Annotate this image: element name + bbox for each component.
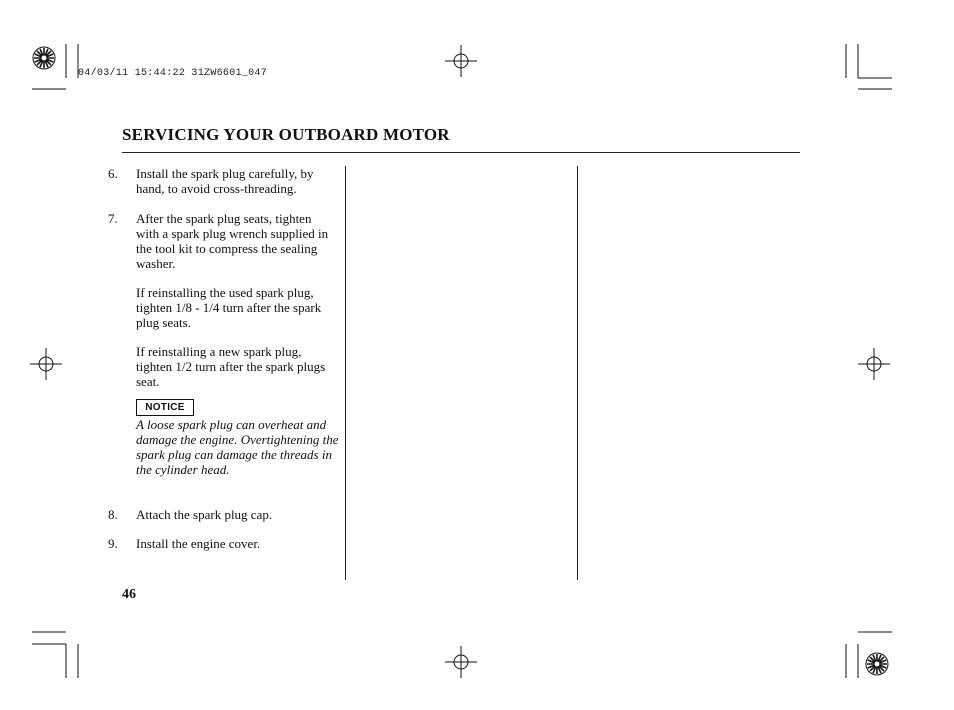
step-text: Attach the spark plug cap. (136, 507, 273, 522)
step-number: 6. (108, 166, 118, 181)
star-target-icon (33, 47, 55, 69)
body-paragraph: If reinstalling the used spark plug, tighten 1/8 - 1/4 turn after the spark plug seats. (136, 285, 322, 330)
step-item (108, 211, 337, 271)
registration-crosshair-icon (445, 646, 477, 678)
page-number: 46 (122, 587, 136, 602)
step-text: Install the spark plug carefully, by hand, to avoid cross-threading. (136, 166, 314, 196)
registration-crosshair-icon (30, 348, 62, 380)
step-number: 8. (108, 507, 118, 522)
body-paragraph: If reinstalling a new spark plug, tighten 1/2 turn after the spark plugs seat. (136, 344, 326, 389)
step-text: Install the engine cover. (136, 536, 261, 551)
column-divider (345, 166, 346, 580)
column-divider (577, 166, 578, 580)
registration-crosshair-icon (445, 45, 477, 77)
notice-label: NOTICE (136, 399, 194, 416)
step-item (108, 536, 337, 551)
star-target-icon (866, 653, 888, 675)
step-item (108, 166, 337, 196)
page-title: SERVICING YOUR OUTBOARD MOTOR (122, 125, 450, 144)
step-number: 9. (108, 536, 118, 551)
title-divider (122, 152, 800, 153)
step-number: 7. (108, 211, 118, 226)
notice-text: A loose spark plug can overheat and damage the engine. Overtightening the spark plug can damage the threads in the cylinder head. (136, 417, 339, 477)
registration-crosshair-icon (858, 348, 890, 380)
step-text: After the spark plug seats, tighten with a spark plug wrench supplied in the tool kit to compress the sealing washer. (136, 211, 329, 271)
print-stamp: 04/03/11 15:44:22 31ZW6601_047 (78, 68, 268, 79)
step-item (108, 507, 337, 522)
